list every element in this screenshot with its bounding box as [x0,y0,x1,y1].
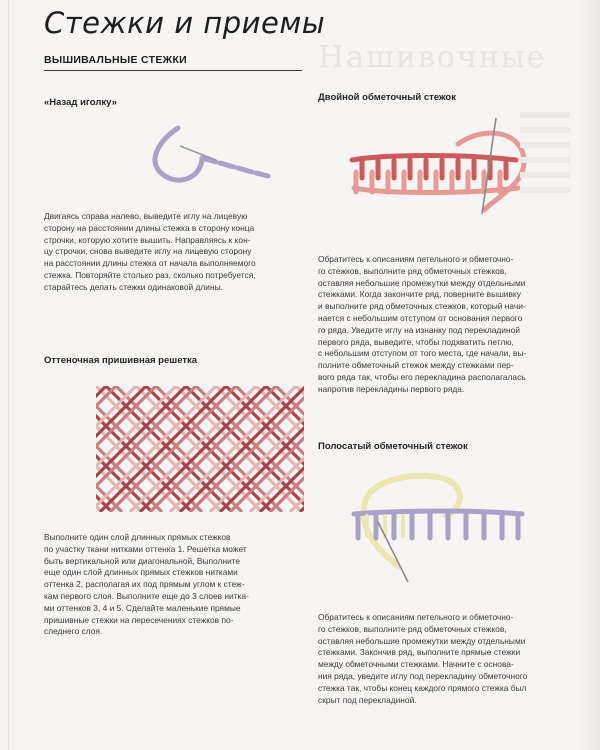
striped-blanket-cream-stitches [367,516,403,536]
backstitch-heading: «Назад иголку» [44,97,117,108]
striped-blanket-illustration [346,466,536,590]
backstitch-text: Двигаясь справа налево, выведите иглу на лицевую сторону на расстоянии длины стежка в сторону конца строчки, которую хотите вышить. Направляясь к кон- цу строчки, снова выведите иглу на лицевую сторону на расстоянии длины стежка от начала выполняемого стежка. Повторяйте столько раз, сколько потребуется, старайтесь делать стежки одинаковой длины. [44,211,256,292]
page-binding-shadow [578,0,600,750]
ghost-text-decoration [520,112,570,202]
lattice-illustration [96,386,304,512]
page-title: Стежки и приемы [44,6,326,40]
backstitch-loop-thread [155,128,202,180]
section-rule [44,70,302,71]
striped-blanket-heading: Полосатый обметочный стежок [318,441,468,452]
striped-blanket-text: Обратитесь к описаниям петельного и обметочно- го стежков, выполните ряд обметочных стежков, оставляя небольшие промежутки между отдельными стежками. Закончив ряд, выполните прямые стежки между обметочными стежками. Начните с основа- ния ряда, уведите иглу под перекладину обметочного стежка так, чтобы конец каждого прямого стежка был скрыт под перекладиной. [318,612,528,705]
lattice-heading: Оттеночная пришивная решетка [44,355,198,366]
lattice-text: Выполните один слой длинных прямых стежков по участку ткани нитками оттенка 1. Решетка может быть вертикальной или диагональной. Выполните еще один слой длинных прямых стежков нитками оттенка 2, располагая их под прямым углом к стеж- кам первого слоя. Выполните еще до 3 слоев нитка- ми оттенков 3, 4 и 5. Сделайте маленькие прямые пришивные стежки на пересечениях стежков по- следнего слоя. [44,532,249,637]
double-blanket-illustration [346,114,536,218]
double-blanket-text: Обратитесь к описаниям петельного и обметочно- го стежков, выполните ряд обметочных стежков, оставляя небольшие промежутки между отдельными стежками. Когда закончите ряд, поверните вышивку и выполните ряд обметочных стежков, который начи- нается с небольшим отступом от основания первого го ряда. Уведите иглу на изнанку под перекладиной первого ряда, выведите, чтобы подхватить петлю, с небольшим отступом от того места, где начали, вы- полните обметочный стежок между стежками пер- вого ряда так, чтобы его перекладина располагалась напротив перекладины первого ряда. [318,254,527,394]
section-label: ВЫШИВАЛЬНЫЕ СТЕЖКИ [44,54,188,66]
backstitch-stitch-row [202,158,268,176]
double-blanket-heading: Двойной обметочный стежок [318,92,456,103]
backstitch-needle [180,146,216,160]
ghost-heading-decoration: Нaшивочные [318,40,547,75]
backstitch-illustration [140,118,280,198]
